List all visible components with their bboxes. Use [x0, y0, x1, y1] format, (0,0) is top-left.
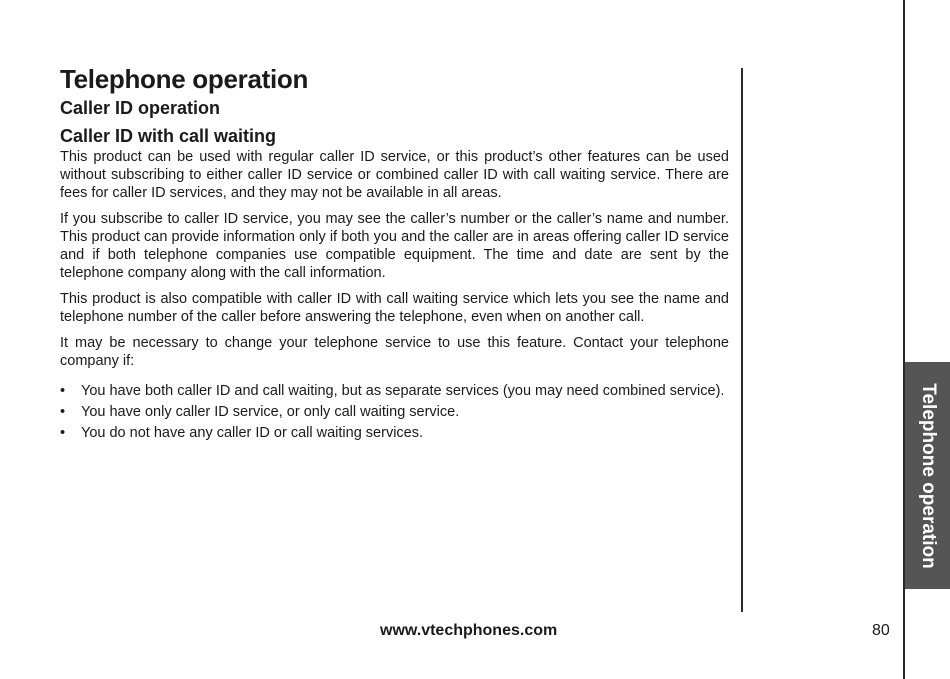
list-item: [60, 424, 729, 442]
list-item: [60, 403, 729, 421]
bullet-icon: •: [60, 404, 66, 420]
page-title: Telephone operation: [60, 64, 309, 94]
paragraph: It may be necessary to change your telephone service to use this feature. Contact your telephone company if:: [60, 335, 729, 369]
page-number: 80: [872, 622, 890, 639]
bullet-icon: •: [60, 425, 66, 441]
content-divider: [741, 68, 743, 612]
body-text: [60, 148, 729, 445]
list-item-text: You do not have any caller ID or call waiting services.: [81, 425, 424, 441]
paragraph: This product can be used with regular caller ID service, or this product’s other features can be used without subscribing to either caller ID service or combined caller ID with call waiting service. There are fees for caller ID services, and they may not be available in all areas.: [60, 149, 729, 201]
list-item: [60, 382, 729, 400]
section-title: Caller ID operation: [60, 98, 221, 118]
subsection-title: Caller ID with call waiting: [60, 126, 277, 146]
paragraph: If you subscribe to caller ID service, you may see the caller’s number or the caller’s name and number. This product can provide information only if both you and the caller are in areas offering caller ID service and if both telephone companies use compatible equipment. The time and date are sent by the telephone company along with the call information.: [60, 211, 729, 281]
side-tab-label: Telephone operation: [917, 382, 939, 569]
list-item-text: You have only caller ID service, or only call waiting service.: [81, 404, 460, 420]
side-tab: [905, 362, 950, 589]
paragraph: This product is also compatible with caller ID with call waiting service which lets you see the name and telephone number of the caller before answering the telephone, even when on another call.: [60, 291, 729, 325]
bullet-icon: •: [60, 383, 66, 399]
list-item-text: You have both caller ID and call waiting, but as separate services (you may need combined service).: [81, 383, 725, 399]
footer-url: www.vtechphones.com: [380, 622, 558, 639]
bullet-list: [60, 382, 729, 442]
